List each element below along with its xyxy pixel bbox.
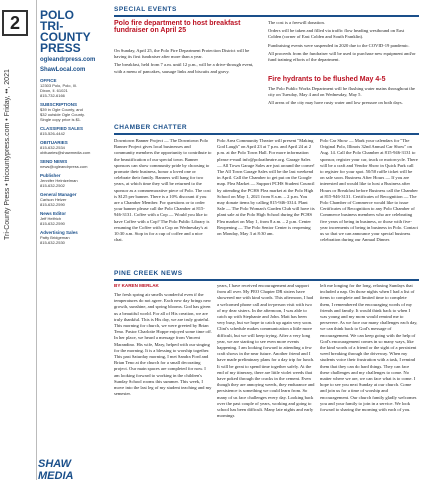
- sidebar-section-head: OFFICE: [40, 78, 57, 83]
- sidebar-section: [40, 78, 106, 98]
- chamber-label: CHAMBER CHATTER: [114, 124, 188, 131]
- sidebar-section: [40, 230, 106, 245]
- sidebar-section-line: 815-632-2590: [40, 221, 65, 226]
- masthead-site[interactable]: ogleandrpress.com: [40, 57, 96, 63]
- sidebar-section-line: 815-632-2534: [40, 145, 65, 150]
- pine-creek-col-2: years, I have received encouragement and support from all over. My PEO Chapter DR sisters have showered me with kind words. This afternoon, I had a welcomed phone call and in-person visit with two of my dear sisters. In the afternoon, I was able to catch up with Stephanie and John. Matt has been very busy, but we hope to catch up again very soon. Clint's schedule makes communication a little more difficult, but we will keep trying. After a very long year, we are starting to see even more events happening. I am looking forward to attending a few craft shows in the near future. Another friend and I have made preliminary plans for a day trip for lunch. It will be great to spend time together safely. At the end of my itinerary, there are little violet weeds that have poked through the cracks in the cement. Even though they are annoying weeds, they endurance and persistence is something we could learn from. So many of us face challenges every day. Looking back over the past couple of years, working and going to school has been difficult. Many late nights and early mornings: [217, 283, 315, 419]
- sidebar-section-line: obituaries@shawmedia.com: [40, 150, 91, 155]
- hydrant-p2: All areas of the city may have rusty water and low pressure on both days.: [268, 100, 403, 106]
- fire-dept-story-cont: [268, 20, 416, 65]
- masthead-line-2: TRI-COUNTY: [40, 19, 91, 44]
- sidebar-section: [40, 140, 106, 155]
- masthead-line-3: PRESS: [40, 41, 81, 55]
- sidebar-section-head: SUBSCRIPTIONS: [40, 102, 78, 107]
- shaw-media-logo: SHAW MEDIA: [38, 458, 74, 482]
- sidebar-section-head: CLASSIFIED SALES: [40, 126, 84, 131]
- sidebar-section: [40, 211, 106, 226]
- masthead-title: [40, 10, 106, 54]
- sidebar-section-head: Advertising Sales: [40, 230, 78, 235]
- sidebar: [0, 0, 108, 480]
- sidebar-section-head: News Editor: [40, 211, 67, 216]
- sidebar-section-line: Jeff Helfrich: [40, 216, 62, 221]
- sidebar-section-line: Carlson Helzer: [40, 197, 67, 202]
- pine-creek-label: PINE CREEK NEWS: [114, 270, 183, 277]
- sidebar-section-line: 815-632-2530: [40, 240, 65, 245]
- chamber-col-2: Polo Area Community Theatre will present "Making God Laugh" on April 23 at 7 p.m. and April 24 at 2 p.m. at the Polo Town Hall. For more information please e-mail info@poloatheatre.org. Garage Sales — All Town Garage Sales are just around the corner! The All Town Garage Sales will be the last weekend in April. Call the Chamber to get put on the Google map. Flea Market — Support PCHS Student Council by attending the PCHS Flea market at the Polo High School on May 1, 2021 from 8 a.m. – 2 p.m. You may donate items by calling 815-946-3314. Plant Sale — The Polo Woman's Garden Club will have its plant sale at the Polo High School during the PCHS Flea market on May 1, from 8 a.m. – 2 p.m. Center Reopening — The Polo Senior Center is reopening on Monday, May 3 at 8:30 am.: [217, 138, 315, 237]
- sidebar-section-head: General Manager: [40, 192, 77, 197]
- sidebar-section-line: 12303 Polo, Polo, Ill.: [40, 83, 77, 88]
- chamber-col-3: Polo Car Show — Mark your calendars for "The Original Polo, Illinois 32nd Annual Car Show" on Aug. 14. Call the Polo Chamber at 815-946-3131 to sponsor, register your car, truck or motorcycle. There will be a craft and Vendor Show in Quick Park call to register for your spot. 50/50 raffle ticket will be on sale soon. Business After Hours — If you are interested and would like to host a Business after Hours or Breakfast before Business call the Chamber at 815-946-3131. Certificates of Recognition — The Polo Chamber of Commerce would like to issue Certificates of Recognition to any Polo Chamber of Commerce business members who are celebrating five years of being in business, or those with five-year increments of being in business in Polo. Contact us so that we can announce your special business celebration during our Annual Dinner.: [320, 138, 418, 243]
- fire-dept-p4: Orders will be taken and filled via traffic flow heading westbound on East Colden (corner of East Colden and South Franklin).: [268, 28, 405, 40]
- pine-creek-rule: [114, 279, 419, 281]
- pine-creek-col-3: left me longing for the long, relaxing Sundays that included a nap. On those nights when I had a list of items to complete and limited time to complete them, I remembered the encouraging words of my friends and family. It would think back to when I was young and my mom would remind me to persevere. As we face our many challenges each day, we can think back to God's message of encouragement. We can keep going with the help of God's encouragement comes in so many ways, like the kind words of a friend or the sight of a persistent weed breaking through the driveway. When my students voice their frustration with a task, I remind them that they can do hard things. They can face these challenges and my challenges to come. No matter where we are, we can face what is to come. I hope to see you next Sunday at our church. Come and join us for a time of worship and encouragement. Our church family gladly welcomes you and your family to join in a service. We look forward to sharing the morning with each of you.: [320, 283, 418, 413]
- sidebar-section-head: Publisher: [40, 173, 61, 178]
- masthead-site-2[interactable]: ShawLocal.com: [40, 67, 86, 73]
- hydrant-story: [268, 86, 416, 109]
- vertical-folio-text: Tri-County Press • tricountypress.com • Friday, ••, 2021: [4, 69, 11, 240]
- sidebar-section: [40, 192, 106, 207]
- sidebar-section: [40, 102, 106, 122]
- chamber-rule: [114, 133, 419, 135]
- sidebar-section-line: 815-632-2590: [40, 202, 65, 207]
- fire-dept-p6: All proceeds from the fundraiser will be used to purchase new equipment and/or fund training efforts of the department.: [268, 50, 416, 63]
- vertical-folio: [4, 40, 22, 240]
- sidebar-section-line: $39 in Ogle County, and: [40, 107, 83, 112]
- sidebar-section-line: news@ogleandrpress.com: [40, 164, 88, 169]
- sidebar-section: [40, 173, 106, 188]
- pine-creek-col-1: The fresh spring air smells wonderful even if the temperatures do not agree. Each new day brings new growth, sunshine, and spring blooms. God has given us a beautiful world. For all of His creation, we are truly thankful. This is His day, we are truly grateful. This morning for church, we were greeted by Brian Teno. Pastor Charlotte Hoppe enjoyed some time off. In her place, we heard a message from Vincent Marandino. His wife, Mary, helped with our singing for the morning. It is a blessing to worship together. This past Saturday morning, I met Sandra Ford and Brian Teno at the church for a small decorating project. Our main spaces are completed for now. I am looking forward to working in the children's Sunday School rooms this summer. This week, I move into the last leg of my student teaching and my semester.: [114, 292, 212, 397]
- special-events-rule: [114, 15, 419, 17]
- fire-dept-story: [114, 48, 262, 77]
- masthead-line-1: POLO: [40, 8, 75, 22]
- fire-dept-p5: Fundraising events were suspended in 2020 due to the COVID-19 pandemic.: [268, 42, 410, 48]
- chamber-col-1: Downtown Banner Project — The Downtown Polo Banner Project gives local businesses and community members the opportunity to contribute to the beautification of our special town. Banner sponsors can show community pride by choosing to promote their business, honor a loved one or celebrate their family. Banners will hang for two years, at which time they will be returned to the sponsor as a commemorative piece of Polo. The cost is $125 per banner. There is a 10% discount if you are a Chamber Member. For questions or to order your banner please call the Polo Chamber at 815-946-3131. Coffee with a Cop — Would you like to have Coffee with a Cop? The Polo Public Library is resuming the Coffee with a Cop on Wednesday's at 10:30 a.m. Stop in for a cup of coffee and a nice chat.: [114, 138, 212, 243]
- pine-creek-byline: BY KAREN MERLAK: [114, 283, 159, 288]
- sidebar-section-line: 815-732-6166: [40, 93, 65, 98]
- special-events-label: SPECIAL EVENTS: [114, 6, 177, 13]
- fire-dept-p3: The cost is a freewill donation.: [268, 20, 325, 25]
- sidebar-section-line: $32 outside Ogle County.: [40, 112, 85, 117]
- fire-dept-headline: Polo fire department to host breakfast fundraiser on April 25: [114, 20, 241, 34]
- sidebar-section-head: SEND NEWS: [40, 159, 68, 164]
- sidebar-section: [40, 159, 106, 169]
- sidebar-section-line: Dixon, Il. 61021: [40, 88, 68, 93]
- page-number: 2: [2, 10, 28, 36]
- fire-dept-p1: On Sunday, April 25, the Polo Fire Department Protection District will be having its first fundraiser after more than a year.: [114, 48, 250, 60]
- sidebar-section-line: Jennifer Heintzelman: [40, 178, 78, 183]
- hydrant-p1: The Polo Public Works Department will be flushing water mains throughout the city on Tuesday, May 4 and on Wednesday, May 5.: [268, 86, 415, 98]
- sidebar-section-line: Patty Bridgeman: [40, 235, 70, 240]
- sidebar-section-line: Single copy price is $1.: [40, 117, 82, 122]
- sidebar-section: [40, 126, 106, 136]
- hydrant-headline: Fire hydrants to be flushed May 4-5: [268, 76, 386, 83]
- sidebar-rule: [36, 0, 37, 480]
- sidebar-section-line: 815-526-4442: [40, 131, 65, 136]
- fire-dept-p2: The breakfast, held from 7 a.m. until 12 p.m., will be a drive-through event, with a menu of pancakes, sausage links and biscuits and gravy.: [114, 62, 254, 74]
- sidebar-section-line: 815-632-2502: [40, 183, 65, 188]
- sidebar-section-head: OBITUARIES: [40, 140, 68, 145]
- masthead-column: [40, 10, 106, 245]
